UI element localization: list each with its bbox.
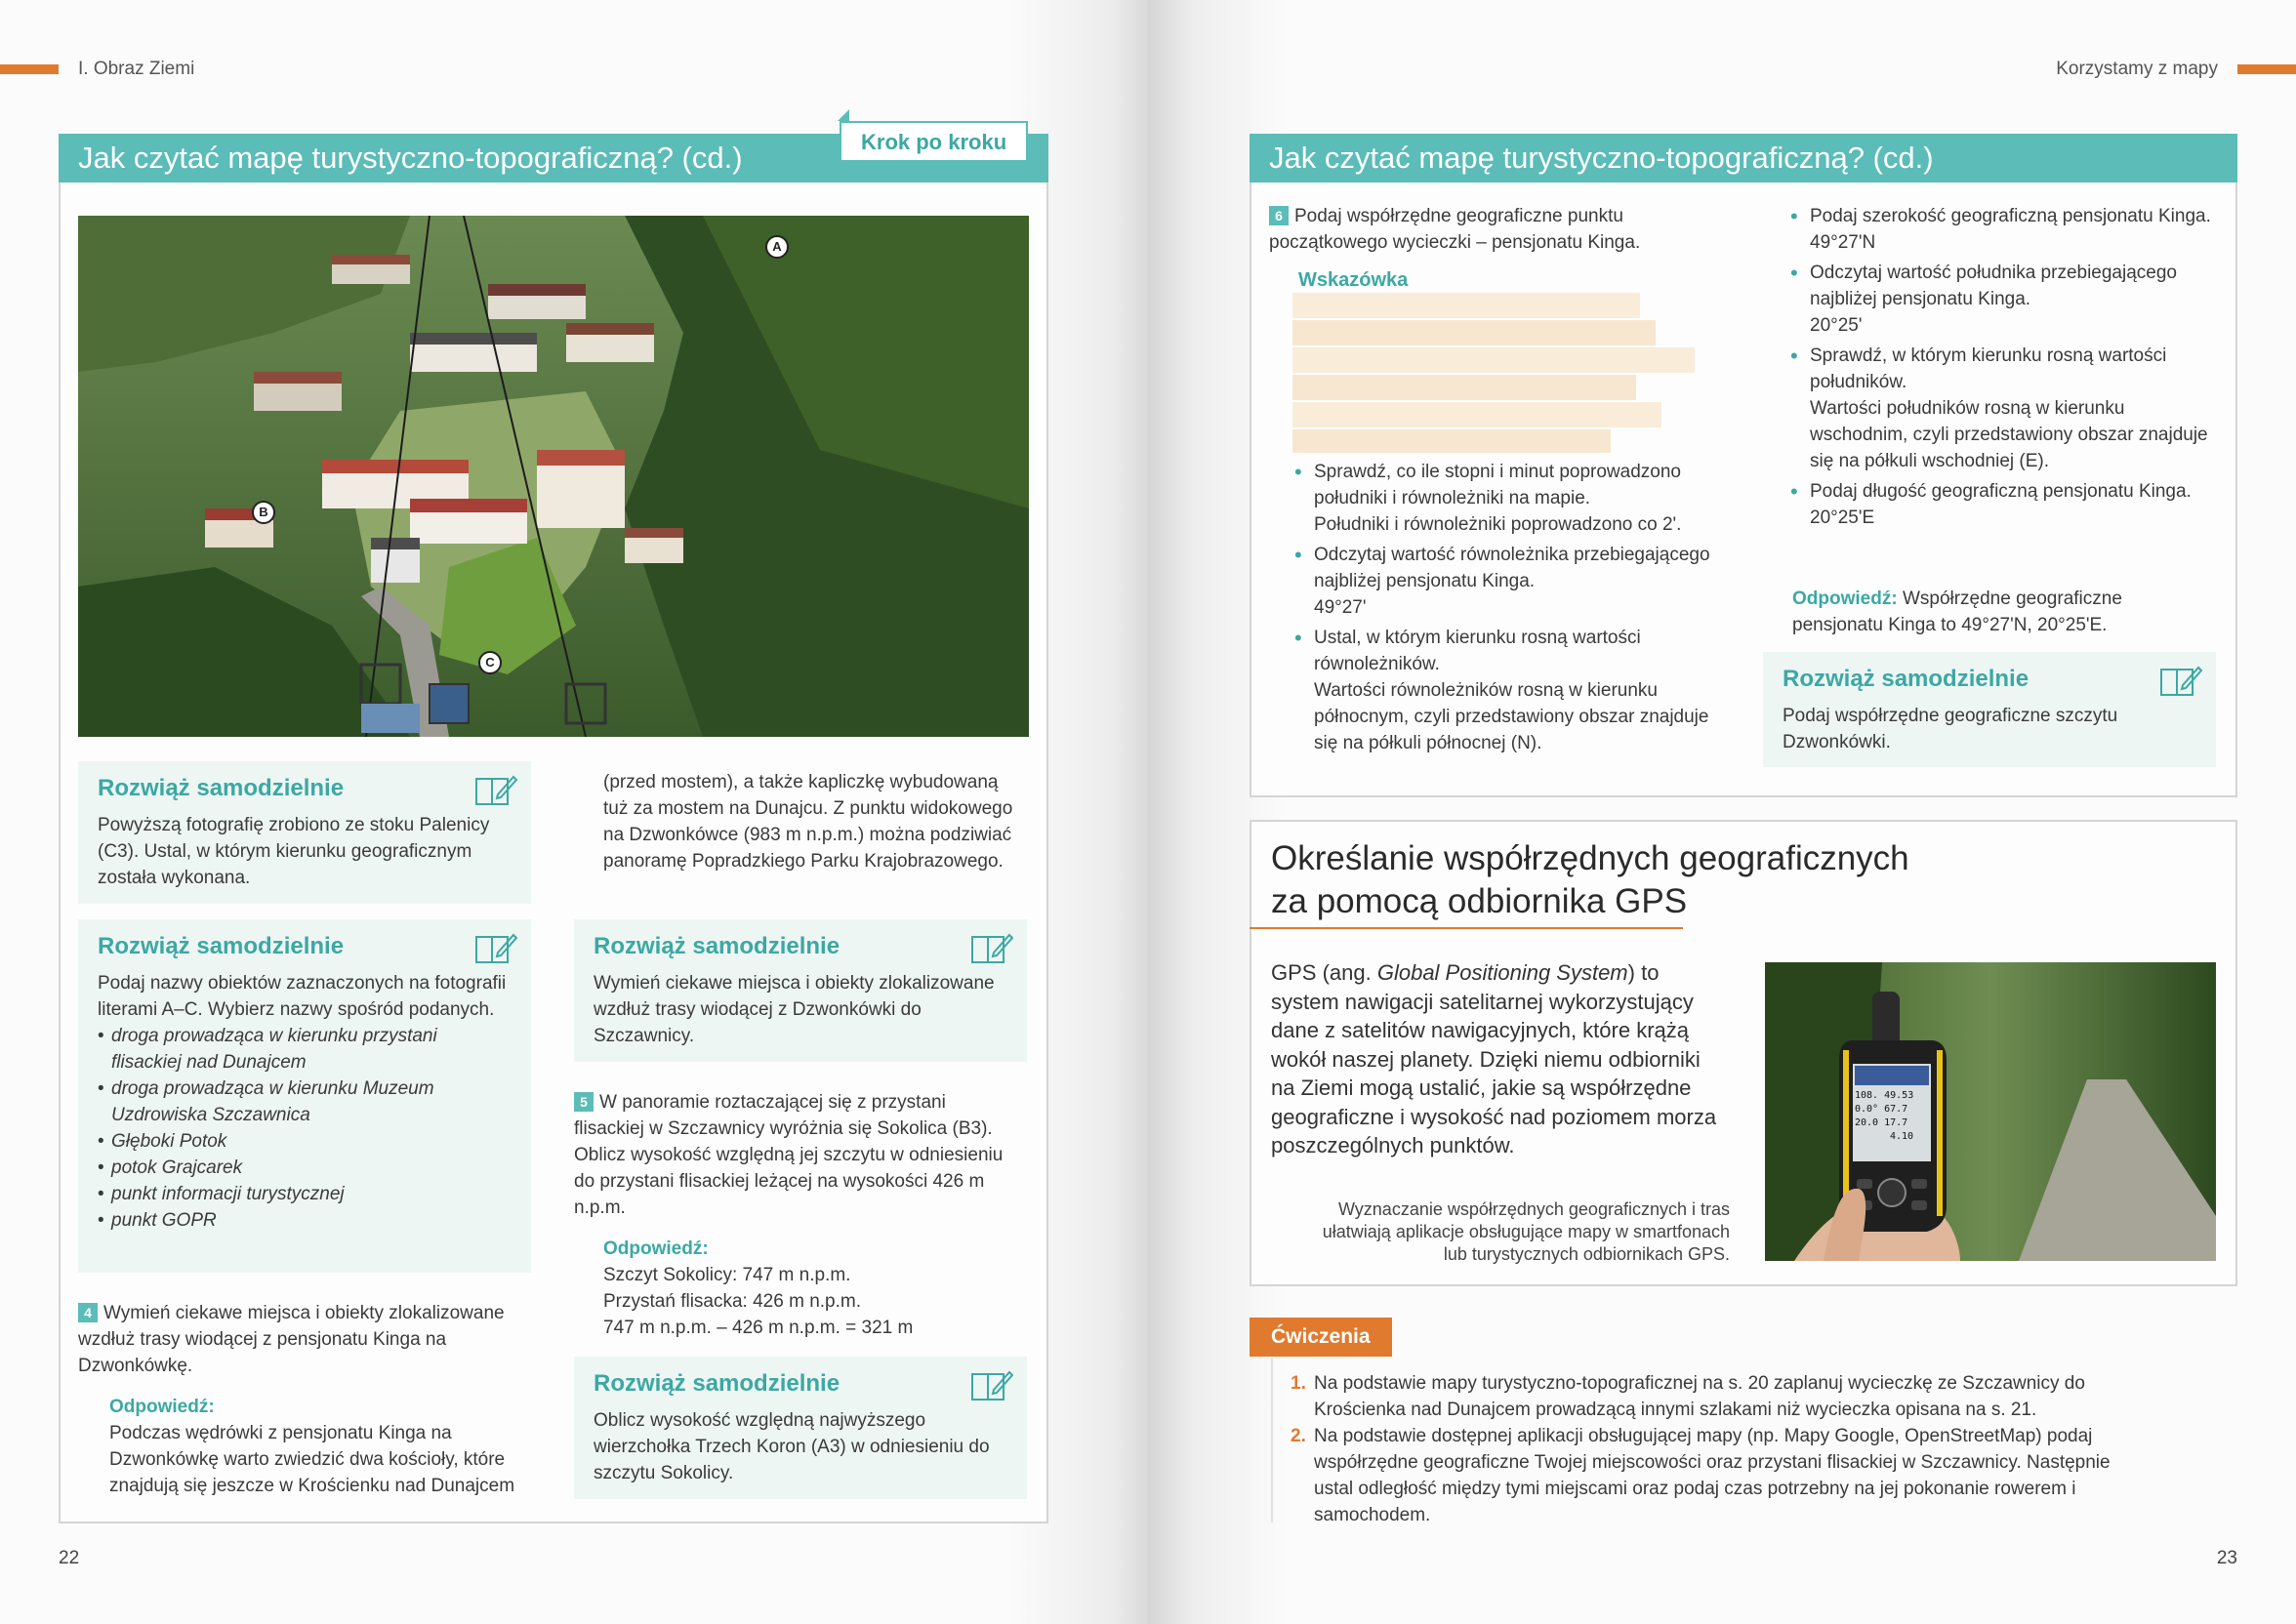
list-item: • Podaj szerokość geograficzną pensjonatu Kinga. xyxy=(1788,203,2218,229)
step-5 xyxy=(574,1089,1013,1221)
answer-line: 747 m n.p.m. – 426 m n.p.m. = 321 m xyxy=(603,1318,914,1338)
list-item: • droga prowadząca w kierunku Muzeum Uzdrowiska Szczawnica xyxy=(98,1076,512,1128)
exercise-item: 1. Na podstawie mapy turystyczno-topograficznej na s. 20 zaplanuj wycieczkę ze Szczawnicy do Krościenka nad Dunajcem prowadzącą innymi szlakami niż wycieczka opisana na s. 21. xyxy=(1291,1373,2085,1420)
answer-line: Szczyt Sokolicy: 747 m n.p.m. xyxy=(603,1265,851,1285)
box-heading: Rozwiąż samodzielnie xyxy=(1783,666,2030,692)
photo-marker-b: B xyxy=(252,501,275,524)
list-item: • punkt GOPR xyxy=(98,1207,512,1234)
list-item: • Sprawdź, co ile stopni i minut poprowadzono południki i równoleżniki na mapie. xyxy=(1292,459,1722,511)
bullet-answer: 20°25' xyxy=(1810,315,1863,336)
answer-label: Odpowiedź: xyxy=(1792,589,1898,609)
answer-label: Odpowiedź: xyxy=(109,1397,215,1417)
step-6 xyxy=(1269,203,1718,256)
exercises-rule xyxy=(1271,1359,1273,1522)
hint-label: Wskazówka xyxy=(1298,269,1409,291)
answer-label: Odpowiedź: xyxy=(603,1238,709,1259)
list-item: • Podaj długość geograficzną pensjonatu Kinga. xyxy=(1788,478,2218,505)
bullet-answer: Wartości równoleżników rosną w kierunku północnym, czyli przedstawiony obszar znajduje się na półkuli północnej (N). xyxy=(1314,680,1709,753)
bullet-answer: Południki i równoleżniki poprowadzono co 2'. xyxy=(1314,514,1682,535)
krok-po-kroku-tag: Krok po kroku xyxy=(840,121,1028,162)
header-accent-bar xyxy=(2237,64,2296,74)
list-item: • Odczytaj wartość południka przebiegającego najbliżej pensjonatu Kinga. xyxy=(1788,260,2218,312)
box-text: Powyższą fotografię zrobiono ze stoku Palenicy (C3). Ustal, w którym kierunku geograficznym została wykonana. xyxy=(98,815,490,888)
step-number: 6 xyxy=(1269,206,1289,225)
edit-notebook-icon xyxy=(970,1368,1013,1401)
step-text: Wymień ciekawe miejsca i obiekty zlokalizowane wzdłuż trasy wiodącej z pensjonatu Kinga na Dzwonkówkę. xyxy=(78,1303,505,1376)
bullet-answer: 49°27'N xyxy=(1810,232,1876,253)
exercise-box-3 xyxy=(574,919,1027,1062)
edit-notebook-icon xyxy=(474,773,517,806)
exercises-tag: Ćwiczenia xyxy=(1250,1318,1392,1357)
box-text: Wymień ciekawe miejsca i obiekty zlokalizowane wzdłuż trasy wiodącej z Dzwonkówki do Szczawnicy. xyxy=(594,973,995,1046)
box-text: Podaj nazwy obiektów zaznaczonych na fotografii literami A–C. Wybierz nazwy spośród podanych. xyxy=(98,973,507,1020)
step-number: 4 xyxy=(78,1303,98,1322)
bullet-answer: 20°25'E xyxy=(1810,508,1875,528)
box-heading: Rozwiąż samodzielnie xyxy=(594,1370,840,1397)
exercise-box-2 xyxy=(78,919,531,1273)
exercise-box-4 xyxy=(574,1357,1027,1499)
list-item: • potok Grajcarek xyxy=(98,1155,512,1181)
exercise-box xyxy=(1763,652,2216,767)
edit-notebook-icon xyxy=(970,931,1013,964)
list-item: • Sprawdź, w którym kierunku rosną wartości południków. xyxy=(1788,343,2218,395)
box-text: Oblicz wysokość względną najwyższego wierzchołka Trzech Koron (A3) w odniesieniu do szczytu Sokolicy. xyxy=(594,1410,990,1483)
gps-device-photo xyxy=(1765,962,2216,1261)
title-underline xyxy=(1250,927,1683,929)
left-bullet-list xyxy=(1292,459,1722,756)
edit-notebook-icon xyxy=(474,931,517,964)
box-heading: Rozwiąż samodzielnie xyxy=(594,933,840,959)
step-4 xyxy=(78,1300,537,1379)
list-item: • Ustal, w którym kierunku rosną wartości równoleżników. xyxy=(1292,625,1722,677)
town-photo xyxy=(78,216,1029,737)
right-page xyxy=(1148,0,2296,1624)
photo-marker-c: C xyxy=(478,651,502,674)
right-bullet-list xyxy=(1788,203,2218,531)
answer-line: Przystań flisacka: 426 m n.p.m. xyxy=(603,1291,861,1312)
step-text: W panoramie roztaczającej się z przystani flisackiej w Szczawnicy wyróżnia się Sokolica (B3). Oblicz wysokość względną jej szczytu w odniesieniu do przystani flisackiej leżącej na wysokości 426 m n.p.m. xyxy=(574,1092,1004,1218)
page-number: 23 xyxy=(2216,1548,2237,1568)
answer-continuation: (przed mostem), a także kapliczkę wybudowaną tuż za mostem na Dunajcu. Z punktu widokowego na Dzwonkówce (983 m n.p.m.) można podziwiać panoramę Popradzkiego Parku Krajobrazowego. xyxy=(603,772,1013,872)
page-number: 22 xyxy=(59,1548,80,1568)
step-number: 5 xyxy=(574,1092,594,1112)
exercise-box-1 xyxy=(78,761,531,904)
list-item: • droga prowadząca w kierunku przystani flisackiej nad Dunajcem xyxy=(98,1023,512,1076)
gps-screen: 108. 49.53 0.0° 67.7 20.0 17.7 4.10 xyxy=(1855,1090,1914,1142)
box-heading: Rozwiąż samodzielnie xyxy=(98,933,345,959)
edit-notebook-icon xyxy=(2159,664,2202,697)
answer-text: Współrzędne geograficzne pensjonatu Kinga to 49°27'N, 20°25'E. xyxy=(1792,589,2122,635)
box-heading: Rozwiąż samodzielnie xyxy=(98,775,345,801)
photo-marker-a: A xyxy=(765,235,789,259)
gps-title: Określanie współrzędnych geograficznych za pomocą odbiornika GPS xyxy=(1271,839,1909,920)
hint-map-placeholder xyxy=(1292,293,1644,451)
object-names-list xyxy=(98,1023,512,1234)
exercise-item: 2. Na podstawie dostępnej aplikacji obsługującej mapy (np. Mapy Google, OpenStreetMap) podaj współrzędne geograficzne Twojej miejscowości oraz przystani flisackiej w Szczawnicy. Następnie ustal odległość między tymi miejscami oraz podaj czas potrzebny na jej pokonanie rowerem i samochodem. xyxy=(1291,1426,2111,1525)
bullet-answer: 49°27' xyxy=(1314,597,1367,618)
box-text: Podaj współrzędne geograficzne szczytu Dzwonkówki. xyxy=(1783,706,2118,752)
list-item: • Odczytaj wartość równoleżnika przebiegającego najbliżej pensjonatu Kinga. xyxy=(1292,542,1722,594)
photo-caption: Wyznaczanie współrzędnych geograficznych i tras ułatwiają aplikacje obsługujące mapy w smartfonach lub turystycznych odbiornikach GPS. xyxy=(1322,1199,1730,1264)
running-header: I. Obraz Ziemi xyxy=(78,59,195,79)
answer-text: Podczas wędrówki z pensjonatu Kinga na Dzwonkówkę warto zwiedzić dwa kościoły, które znajdują się jeszcze w Krościenku nad Dunajcem xyxy=(109,1423,515,1496)
step-text: Podaj współrzędne geograficzne punktu początkowego wycieczki – pensjonatu Kinga. xyxy=(1269,206,1641,253)
page-title: Jak czytać mapę turystyczno-topograficzną? (cd.) xyxy=(59,134,1048,183)
page-title: Jak czytać mapę turystyczno-topograficzną? (cd.) xyxy=(1250,134,2237,183)
running-header: Korzystamy z mapy xyxy=(2056,59,2218,79)
list-item: • Głęboki Potok xyxy=(98,1128,512,1155)
final-answer xyxy=(1792,586,2212,638)
exercises-list xyxy=(1291,1370,2150,1528)
header-accent-bar xyxy=(0,64,59,74)
gps-description: GPS (ang. Global Positioning System) to system nawigacji satelitarnej wykorzystujący dane z satelitów nawigacyjnych, które krążą wokół naszej planety. Dzięki niemu odbiorniki na Ziemi mogą ustalić, jakie są współrzędne geograficzne i wysokość nad poziomem morza poszczególnych punktów. xyxy=(1271,960,1717,1157)
list-item: • punkt informacji turystycznej xyxy=(98,1181,512,1207)
bullet-answer: Wartości południków rosną w kierunku wschodnim, czyli przedstawiony obszar znajduje się na półkuli wschodniej (E). xyxy=(1810,398,2208,471)
